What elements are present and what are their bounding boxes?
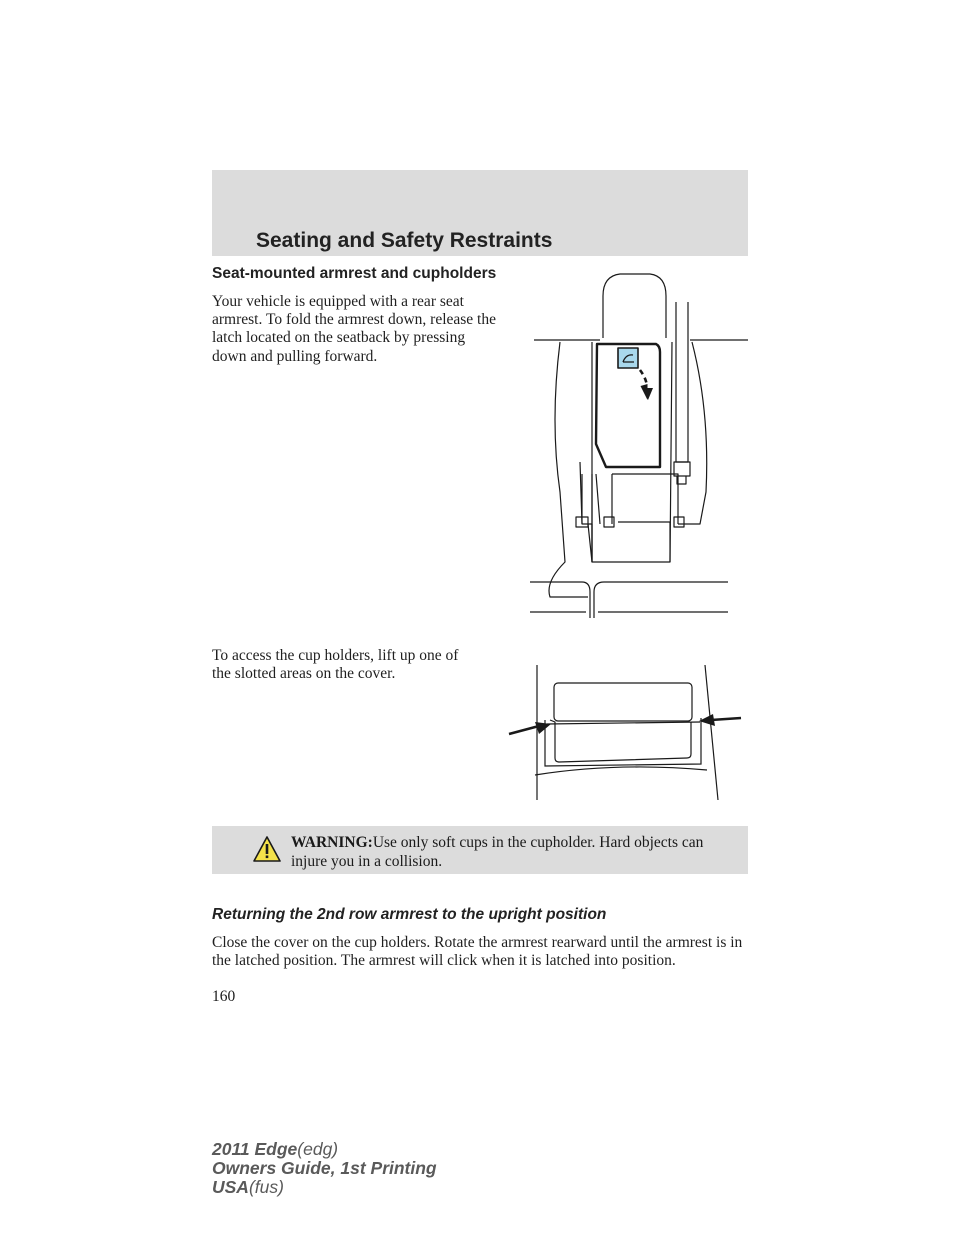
footer-line-market: USA(fus) xyxy=(212,1177,284,1197)
print-footer xyxy=(212,1140,437,1197)
paragraph-cupholder-access: To access the cup holders, lift up one of the slotted areas on the cover. xyxy=(212,647,459,683)
paragraph-return-armrest: Close the cover on the cup holders. Rotate the armrest rearward until the armrest is in the latched position. The armrest will click when it is latched into position. xyxy=(212,934,743,970)
warning-text xyxy=(291,834,736,871)
paragraph-armrest-intro: Your vehicle is equipped with a rear seat armrest. To fold the armrest down, release the latch located on the seatback by pressing down and pulling forward. xyxy=(212,293,496,365)
heading-armrest-cupholders: Seat-mounted armrest and cupholders xyxy=(212,265,497,282)
armrest-latch-illustration xyxy=(500,262,750,622)
page-number: 160 xyxy=(212,988,236,1005)
warning-label: WARNING: xyxy=(291,834,373,851)
warning-body: Use only soft cups in the cupholder. Hard objects can injure you in a collision. xyxy=(291,834,704,870)
cupholder-cover-illustration xyxy=(505,660,747,802)
heading-return-armrest: Returning the 2nd row armrest to the upright position xyxy=(212,906,607,923)
footer-line-model: 2011 Edge(edg) xyxy=(212,1139,339,1159)
section-title: Seating and Safety Restraints xyxy=(256,229,553,252)
warning-triangle-icon xyxy=(252,835,282,863)
footer-line-guide: Owners Guide, 1st Printing xyxy=(212,1158,437,1178)
